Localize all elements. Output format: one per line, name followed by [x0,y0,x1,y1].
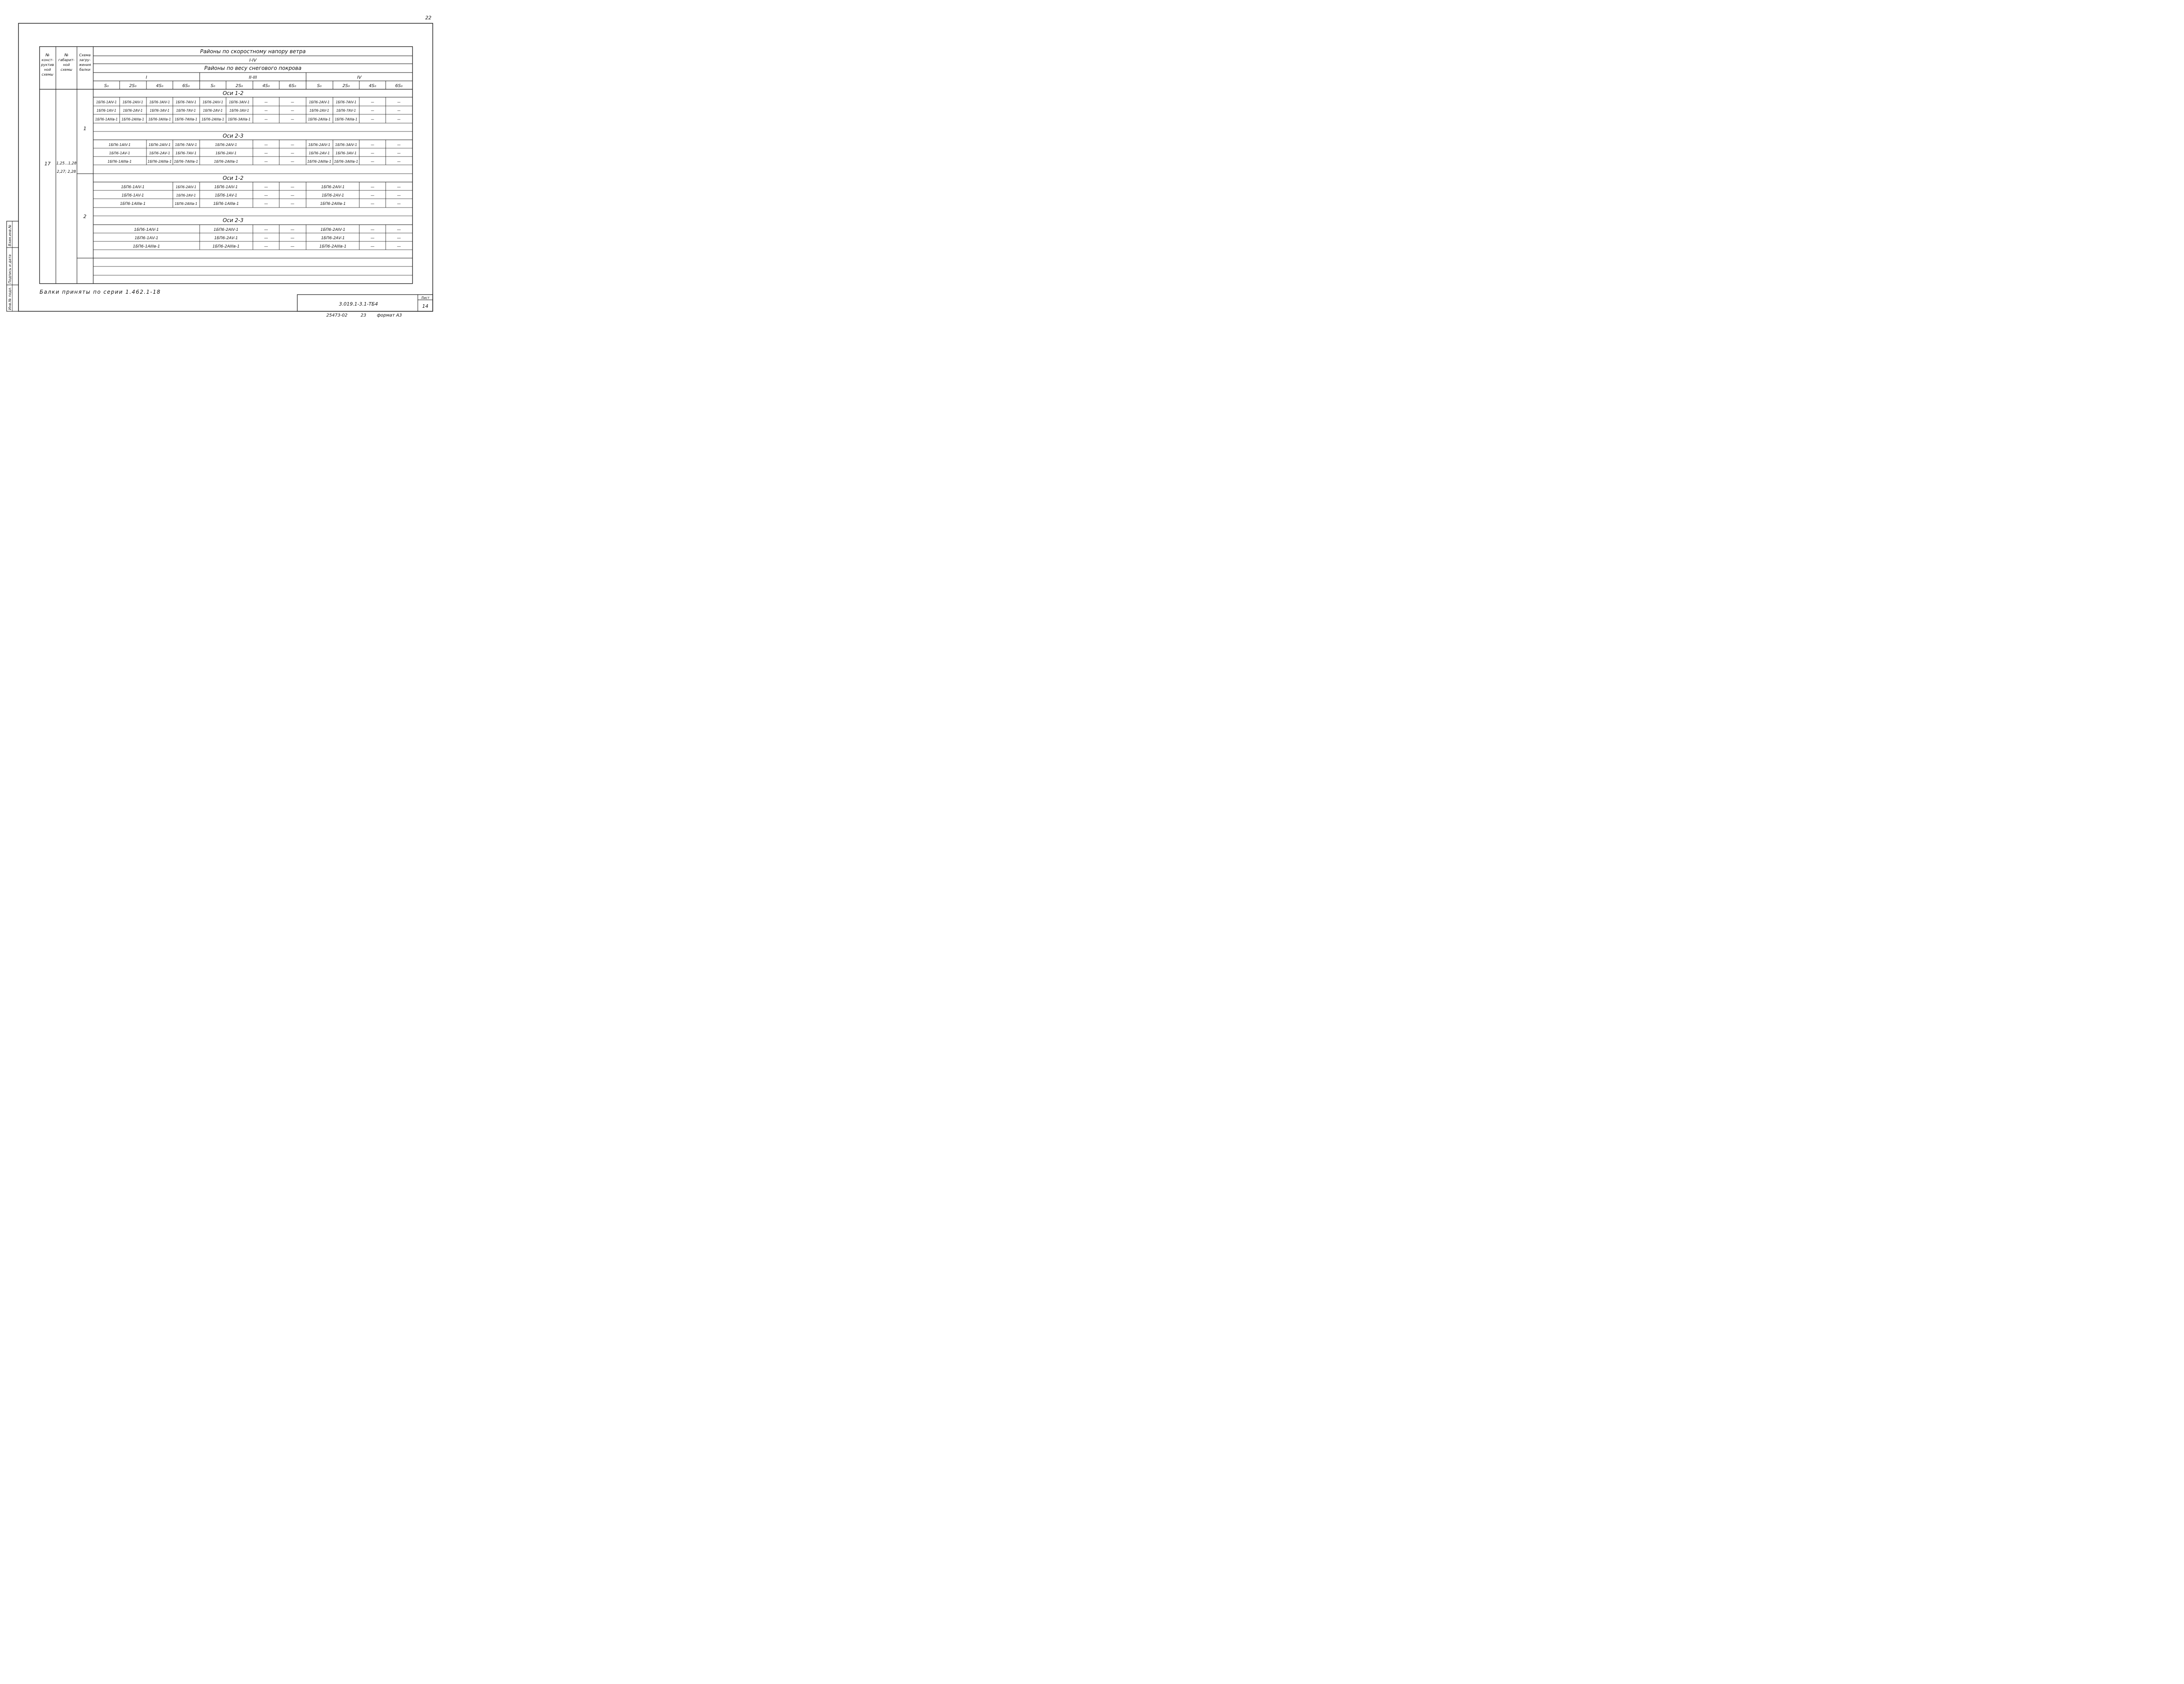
load-scheme-1: 1 [83,126,87,131]
load-headers [104,84,403,88]
table-cell: — [397,143,401,147]
table-cell: — [291,109,294,113]
table-cell: — [264,185,268,190]
series-note: Балки приняты по серии 1.462.1-18 [40,289,161,295]
svg-text:Схема: Схема [79,53,91,57]
table-cell: 1БП6-7АIV-1 [175,143,197,147]
table-cell: 1БП6-3АIIIв-1 [228,117,251,121]
table-cell: — [397,236,401,241]
table-cell: 1БП6-2АIIIв-1 [121,117,144,121]
table-cell: 1БП6-2АIV-1 [321,185,345,190]
svg-text:6S₀: 6S₀ [289,84,296,88]
table-cell: — [371,151,374,155]
table-cell: 1БП6-3АV-1 [229,109,249,113]
table-cell: — [291,151,294,155]
table-cell: 1БП6-2АV-1 [214,236,238,241]
table-cell: — [397,228,401,232]
table-cell: 1БП6-1АIIIв-1 [95,117,118,121]
table-cell: — [290,244,295,249]
table-cell: 1БП6-3АIIIв-1 [334,160,358,164]
table-cell: 1БП6-3АIIIв-1 [148,117,171,121]
svg-text:S₀: S₀ [210,84,215,88]
gabarit-line-2: 2,27; 2,28 [57,170,76,174]
table-cell: — [264,236,268,241]
table-cell: — [290,185,295,190]
table-cell: 1БП6-7АIIIв-1 [174,160,198,164]
table-cell: 1БП6-7АIV-1 [336,100,357,104]
table-cell: — [291,100,294,104]
svg-text:руктив: руктив [41,63,54,67]
svg-text:балки: балки [79,68,91,72]
svg-text:жения: жения [79,63,91,67]
table-cell: 1БП6-2АIIIв-1 [214,160,238,164]
table-cell: 1БП6-2АIIIв-1 [308,117,331,121]
table-cell: 1БП6-2АIV-1 [308,143,331,147]
format-label: формат А3 [377,313,402,318]
table-cell: 1БП6-1АIV-1 [96,100,117,104]
svg-text:2S₀: 2S₀ [342,84,350,88]
table-cell: — [370,228,375,232]
section-4-cells [133,228,401,249]
table-cell: — [264,117,268,121]
table-cell: 1БП6-1АV-1 [215,193,237,198]
table-cell: 1БП6-1АIIIв-1 [133,244,160,249]
table-cell: — [264,143,268,147]
svg-text:схемы: схемы [41,73,54,77]
table-cell: 1БП6-1АIV-1 [121,185,145,190]
svg-text:ной: ной [44,68,51,72]
table-cell: 1БП6-3АV-1 [150,109,170,113]
table-cell: — [370,185,375,190]
header-col-construct [40,53,54,77]
wind-range: I-IV [249,58,257,63]
section-2-cells [108,143,401,164]
table-cell: 1БП6-2АV-1 [215,151,237,155]
svg-text:S₀: S₀ [317,84,322,88]
table-cell: 1БП6-2АV-1 [149,151,170,155]
svg-text:4S₀: 4S₀ [156,84,164,88]
svg-text:2S₀: 2S₀ [129,84,137,88]
table-cell: 1БП6-7АIIIв-1 [335,117,358,121]
table-cell: — [264,193,268,198]
snow-group-3: IV [357,75,362,80]
load-scheme-2: 2 [83,214,87,219]
wind-regions-title: Районы по скоростному напору ветра [200,48,306,55]
table-cell: 1БП6-1АV-1 [121,193,144,198]
table-cell: — [264,100,268,104]
table-cell: — [397,185,401,190]
document-code: 3.019.1-3.1-ТБ4 [339,301,378,307]
table-cell: 1БП6-2АV-1 [321,236,345,241]
table-cell: — [264,160,268,164]
table-cell: 1БП6-2АV-1 [203,109,223,113]
page-number: 22 [425,15,431,21]
table-cell: 1БП6-2АIV-1 [202,100,223,104]
svg-text:4S₀: 4S₀ [369,84,376,88]
snow-group-1: I [146,75,147,80]
construct-number: 17 [44,161,51,167]
table-cell: 1БП6-2АIIIв-1 [307,160,332,164]
table-cell: 1БП6-3АIV-1 [335,143,358,147]
table-cell: — [370,202,375,206]
table-cell: — [290,202,295,206]
section-title-1: Оси 1-2 [223,90,244,96]
table-cell: 1БП6-1АV-1 [96,109,117,113]
main-table [40,47,413,284]
table-cell: 1БП6-2АIIIв-1 [212,244,240,249]
table-cell: — [264,228,268,232]
table-cell: 1БП6-2АIV-1 [213,228,239,232]
svg-text:4S₀: 4S₀ [262,84,270,88]
table-cell: — [264,109,268,113]
sheet-label: Лист [421,296,430,300]
svg-text:S₀: S₀ [104,84,109,88]
table-cell: 1БП6-7АV-1 [176,109,196,113]
table-cell: 1БП6-7АV-1 [336,109,356,113]
table-cell: — [371,109,374,113]
table-cell: 1БП6-1АV-1 [135,236,158,241]
title-block [297,295,433,311]
table-cell: — [264,244,268,249]
table-cell: — [397,117,401,121]
stamp-sign-date: Подпись и дата [8,254,12,284]
table-cell: 1БП6-2АIV-1 [215,143,237,147]
table-cell: — [290,228,295,232]
table-cell: — [397,193,401,198]
svg-text:№: № [45,53,50,58]
table-cell: 1БП6-1АV-1 [109,151,130,155]
svg-text:2S₀: 2S₀ [235,84,243,88]
table-cell: — [291,143,294,147]
table-cell: 1БП6-2АV-1 [309,109,329,113]
table-cell: — [397,109,401,113]
table-cell: 1БП6-7АIIIв-1 [175,117,197,121]
table-cell: 1БП6-1АIV-1 [214,185,238,190]
table-cell: — [264,202,268,206]
header-col-gabarit [58,53,75,72]
svg-text:№: № [64,53,69,58]
archive-sheet: 23 [361,313,366,318]
stamp-inv-no: Инв.№ подл. [8,287,12,310]
table-cell: — [397,100,401,104]
stamp-replace-inv: Взам.инв.№ [8,224,12,246]
table-cell: — [370,236,375,241]
table-cell: 1БП6-1АIIIв-1 [213,202,239,206]
table-cell: 1БП6-2АIV-1 [148,143,171,147]
table-cell: — [371,100,374,104]
table-cell: — [397,202,401,206]
sheet-number: 14 [422,303,428,309]
snow-regions-title: Районы по весу снегового покрова [204,65,302,71]
table-cell: — [264,151,268,155]
table-cell: 1БП6-2АV-1 [123,109,143,113]
archive-number: 25473-02 [326,313,348,318]
table-cell: 1БП6-1АIIIв-1 [107,160,132,164]
table-cell: 1БП6-1АIV-1 [134,228,159,232]
header-col-scheme [78,53,91,72]
table-cell: 1БП6-3АIV-1 [229,100,250,104]
table-cell: — [397,244,401,249]
table-cell: 1БП6-2АIIIв-1 [147,160,172,164]
section-title-2: Оси 2-3 [223,133,244,139]
table-cell: 1БП6-2АV-1 [309,151,330,155]
svg-text:6S₀: 6S₀ [395,84,403,88]
table-cell: — [290,193,295,198]
table-cell: 1БП6-2АIIIв-1 [320,202,346,206]
gabarit-line-1: 1,25...1,28 [56,161,77,166]
table-cell: 1БП6-2АIIIв-1 [201,117,224,121]
table-cell: — [397,151,401,155]
drawing-sheet [0,0,440,339]
table-cell: 1БП6-2АIV-1 [122,100,143,104]
table-cell: — [371,160,374,164]
table-cell: 1БП6-2АIV-1 [175,185,197,189]
table-cell: 1БП6-1АIV-1 [108,143,131,147]
table-cell: 1БП6-2АIV-1 [320,228,346,232]
table-cell: — [291,117,294,121]
table-cell: — [371,143,374,147]
svg-text:конст-: конст- [41,58,54,62]
svg-text:загру-: загру- [79,58,91,62]
section-3-cells [120,185,401,206]
section-title-4: Оси 2-3 [223,217,244,223]
table-cell: — [397,160,401,164]
table-cell: 1БП6-1АIIIв-1 [120,202,146,206]
table-cell: — [291,160,294,164]
svg-text:габарит-: габарит- [58,58,75,62]
table-cell: — [370,193,375,198]
table-cell: 1БП6-2АIV-1 [309,100,330,104]
svg-text:схемы: схемы [60,68,73,72]
table-cell: 1БП6-3АV-1 [336,151,357,155]
table-cell: — [290,236,295,241]
section-1-cells [95,100,401,121]
table-cell: 1БП6-2АIIIв-1 [319,244,347,249]
section-3-grid [173,182,386,208]
table-cell: 1БП6-2АV-1 [176,193,196,197]
table-cell: 1БП6-7АV-1 [175,151,197,155]
svg-text:ной: ной [63,63,70,67]
table-cell: 1БП6-3АIV-1 [149,100,170,104]
table-cell: 1БП6-2АIIIв-1 [175,202,197,206]
table-cell: — [371,117,374,121]
svg-text:6S₀: 6S₀ [182,84,190,88]
table-cell: 1БП6-7АIV-1 [175,100,197,104]
side-stamp [7,221,18,311]
table-cell: 1БП6-2АV-1 [321,193,344,198]
table-cell: — [370,244,375,249]
section-title-3: Оси 1-2 [223,175,244,181]
snow-group-2: II-III [248,75,257,80]
